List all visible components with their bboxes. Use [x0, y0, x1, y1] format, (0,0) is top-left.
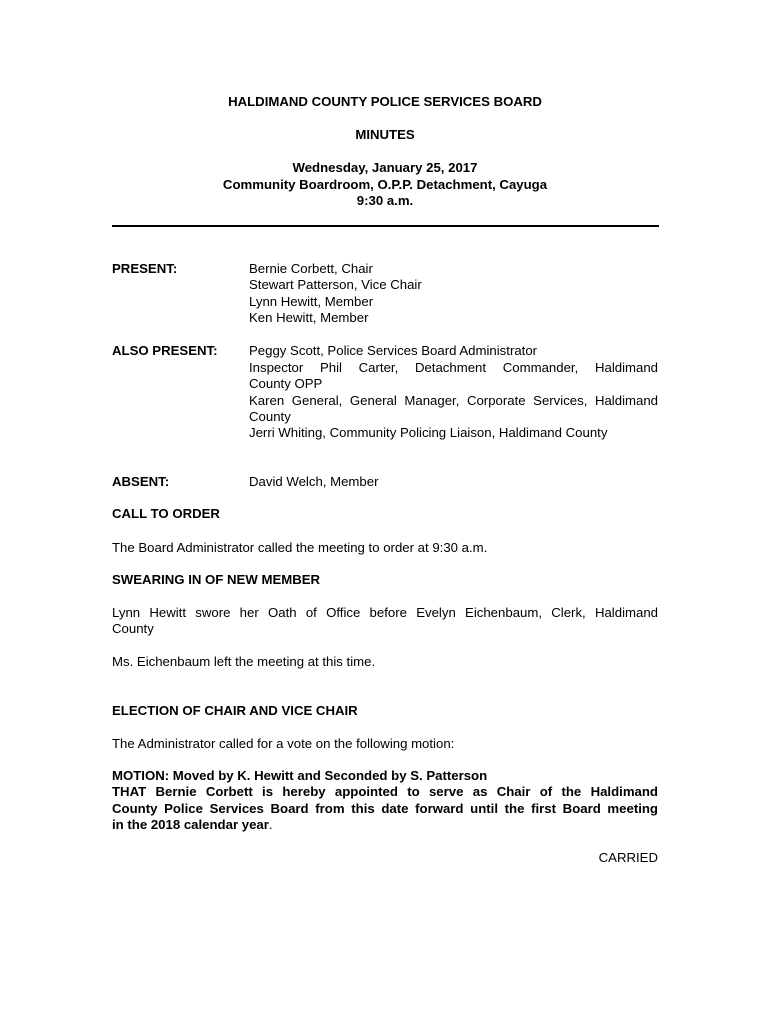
header-divider	[112, 225, 659, 227]
swearing-in-heading: SWEARING IN OF NEW MEMBER	[112, 572, 321, 587]
absent-label: ABSENT:	[112, 474, 170, 489]
also-present-item: County	[249, 409, 291, 424]
swearing-in-note: Ms. Eichenbaum left the meeting at this time.	[112, 654, 376, 669]
meeting-location: Community Boardroom, O.P.P. Detachment, Cayuga	[222, 177, 548, 192]
resolution-period: .	[268, 817, 273, 832]
meeting-time: 9:30 a.m.	[356, 193, 414, 208]
call-to-order-text: The Board Administrator called the meeting to order at 9:30 a.m.	[112, 540, 488, 555]
swearing-in-text: County	[112, 621, 154, 636]
present-item: Stewart Patterson, Vice Chair	[249, 277, 422, 292]
also-present-item: County OPP	[249, 376, 323, 391]
swearing-in-text: Lynn Hewitt swore her Oath of Office before Evelyn Eichenbaum, Clerk, Haldimand	[112, 605, 658, 620]
document-type: MINUTES	[355, 127, 415, 142]
also-present-item: Inspector Phil Carter, Detachment Commander, Haldimand	[249, 360, 658, 375]
resolution-text: County Police Services Board from this date forward until the first Board meeting	[112, 801, 658, 816]
resolution-text: in the 2018 calendar year	[112, 817, 269, 832]
present-label: PRESENT:	[112, 261, 178, 276]
resolution-text: THAT Bernie Corbett is hereby appointed to serve as Chair of the Haldimand	[112, 784, 658, 799]
org-title: HALDIMAND COUNTY POLICE SERVICES BOARD	[228, 94, 542, 109]
also-present-item: Karen General, General Manager, Corporate Services, Haldimand	[249, 393, 658, 408]
election-intro: The Administrator called for a vote on the following motion:	[112, 736, 455, 751]
present-item: Lynn Hewitt, Member	[249, 294, 374, 309]
absent-item: David Welch, Member	[249, 474, 379, 489]
also-present-item: Jerri Whiting, Community Policing Liaison, Haldimand County	[249, 425, 608, 440]
present-item: Ken Hewitt, Member	[249, 310, 369, 325]
also-present-item: Peggy Scott, Police Services Board Administrator	[249, 343, 538, 358]
motion-result: CARRIED	[598, 850, 658, 865]
election-heading: ELECTION OF CHAIR AND VICE CHAIR	[112, 703, 358, 718]
resolution-text-last	[112, 817, 273, 832]
meeting-date: Wednesday, January 25, 2017	[292, 160, 478, 175]
also-present-label: ALSO PRESENT:	[112, 343, 218, 358]
motion-line: MOTION: Moved by K. Hewitt and Seconded by S. Patterson	[112, 768, 488, 783]
call-to-order-heading: CALL TO ORDER	[112, 506, 220, 521]
present-item: Bernie Corbett, Chair	[249, 261, 373, 276]
